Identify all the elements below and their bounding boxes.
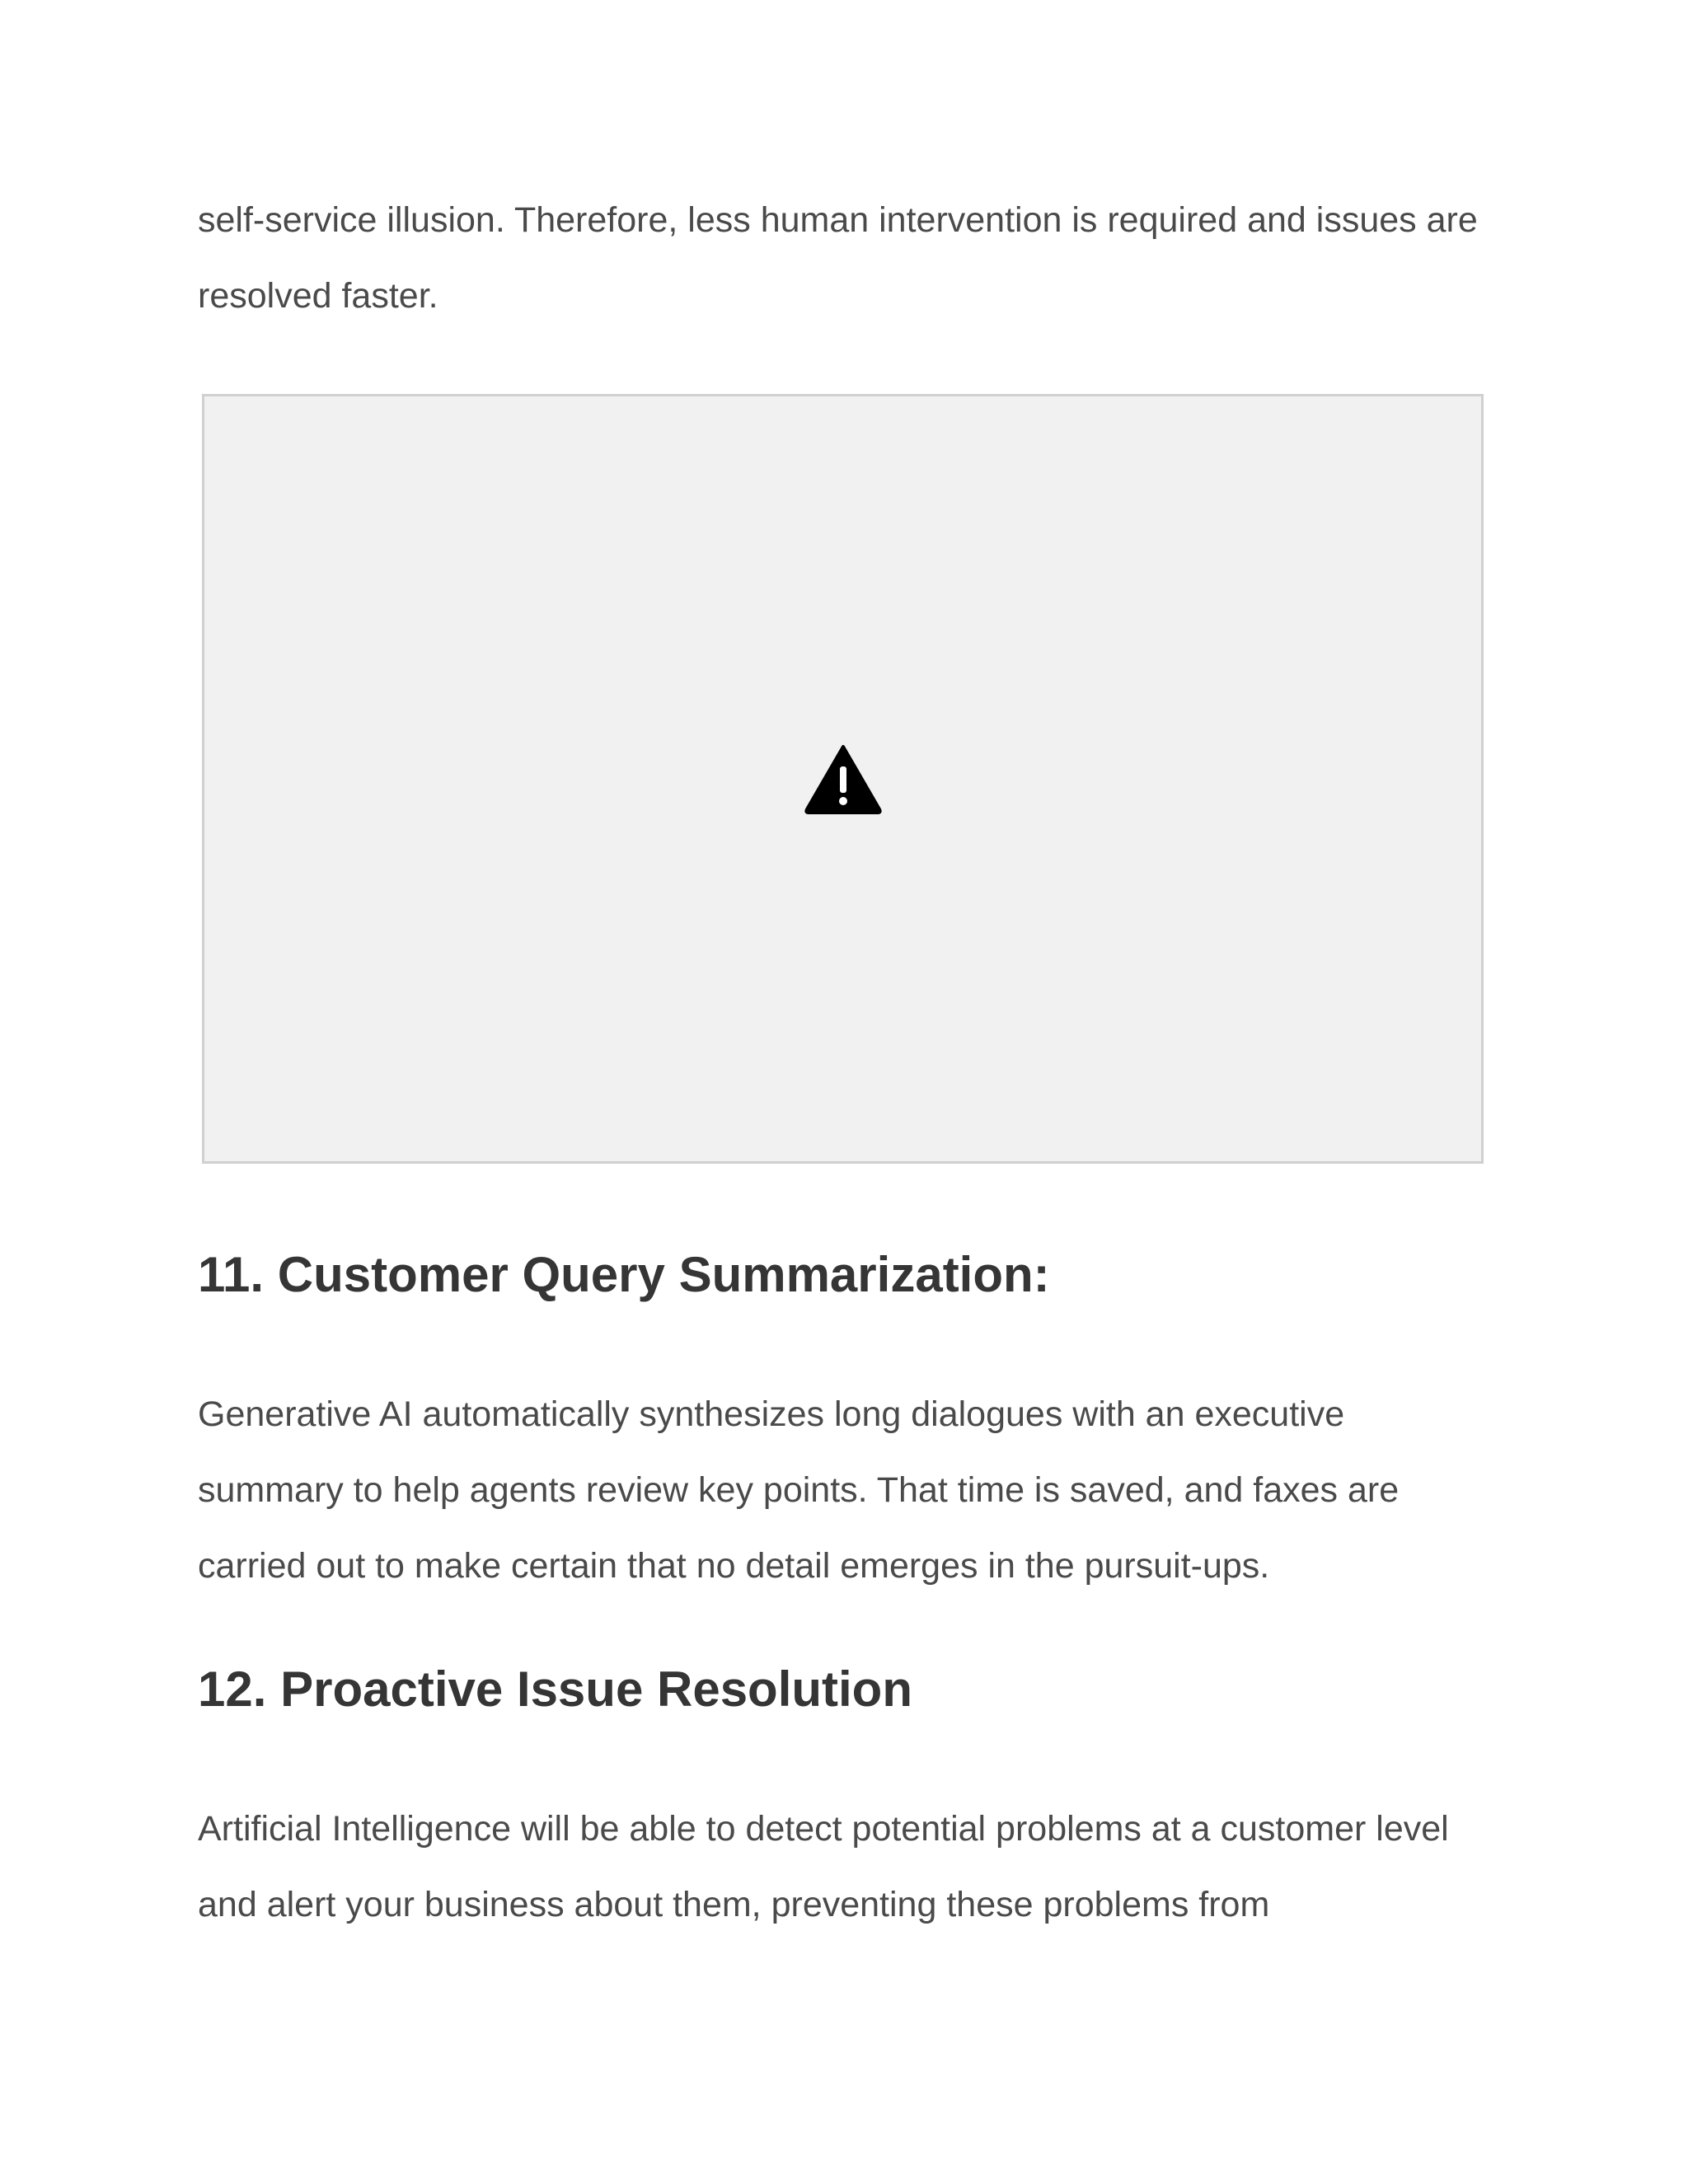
- section-heading-proactive-resolution: 12. Proactive Issue Resolution: [198, 1661, 912, 1717]
- section-paragraph-proactive-resolution: Artificial Intelligence will be able to detect potential problems at a customer level and alert your business about them, preventing these problems from: [198, 1809, 1449, 1924]
- section-heading-query-summarization: 11. Customer Query Summarization:: [198, 1247, 1050, 1302]
- section-paragraph-query-summarization: Generative AI automatically synthesizes long dialogues with an executive summary to help agents review key points. That time is saved, and faxes are carried out to make certain that no detail emerges in the pursuit-ups.: [198, 1394, 1400, 1586]
- warning-triangle-icon: [804, 743, 883, 814]
- intro-paragraph: self-service illusion. Therefore, less human intervention is required and issues are resolved faster.: [198, 200, 1478, 316]
- broken-image-placeholder: [202, 394, 1484, 1164]
